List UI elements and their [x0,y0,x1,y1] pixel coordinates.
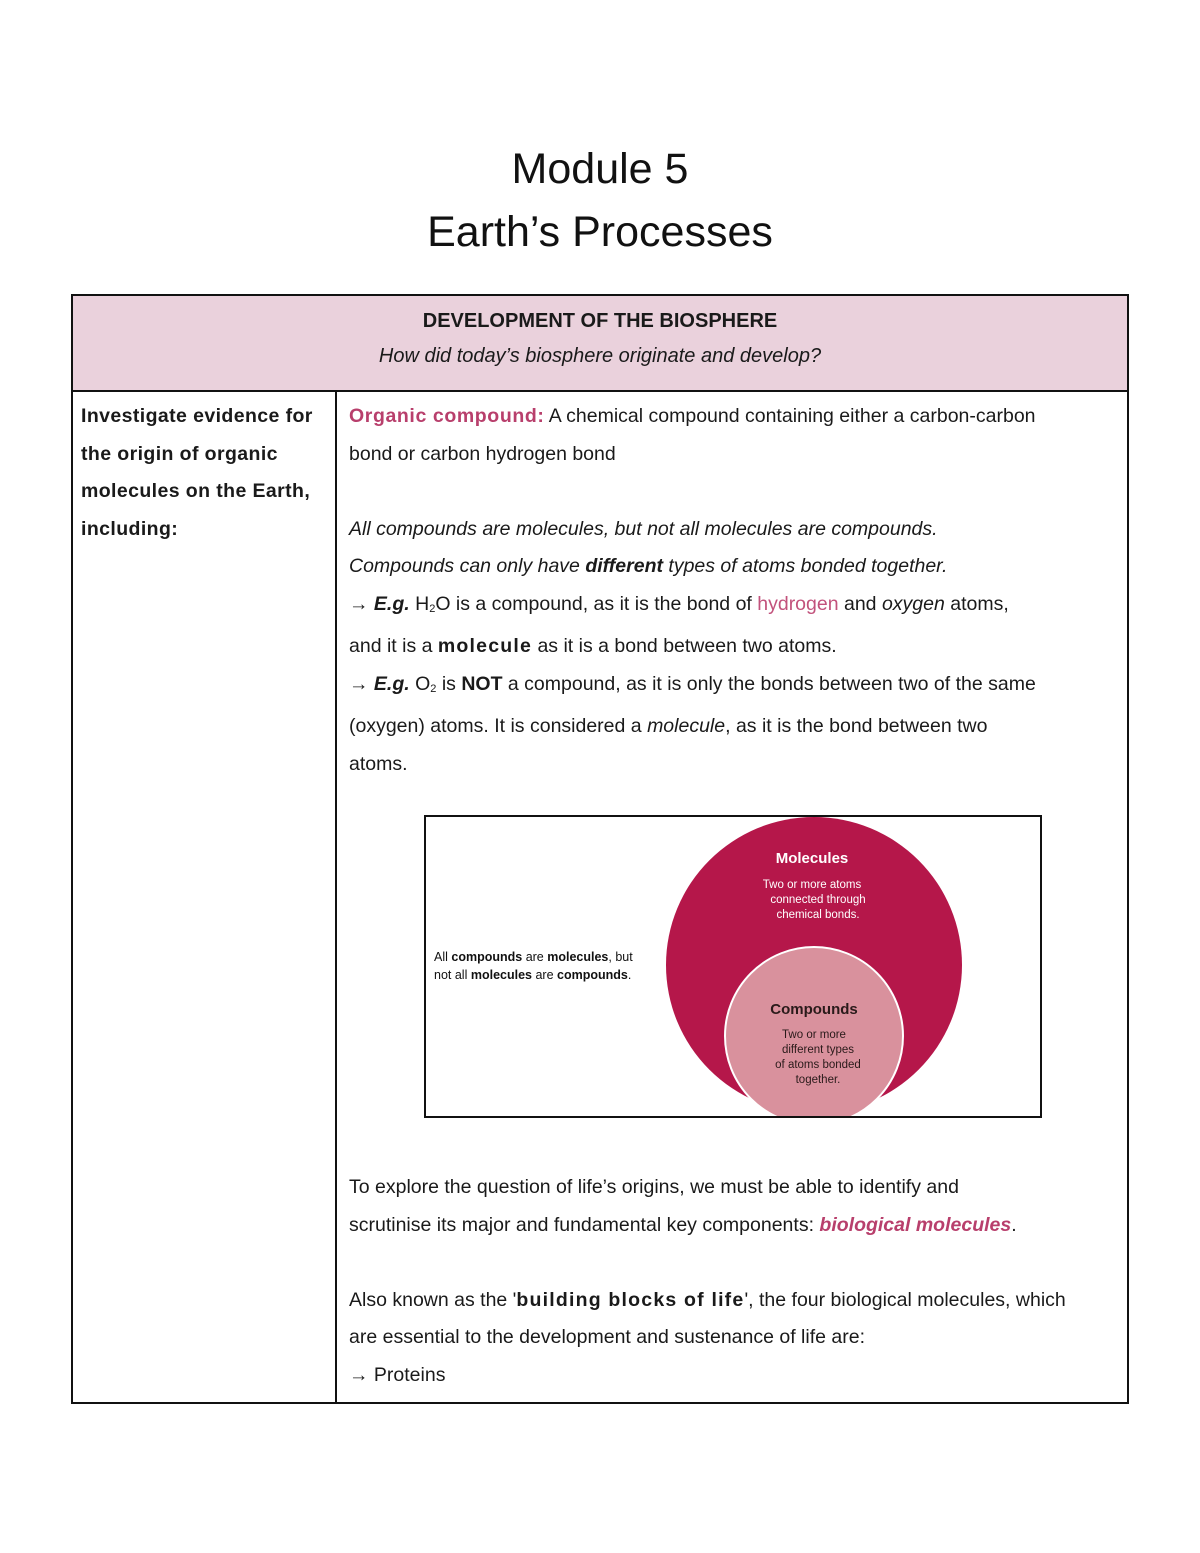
oxygen-word: oxygen [881,592,945,615]
not-word: NOT [461,672,503,695]
text-span: H [409,592,430,615]
section-question: How did today’s biosphere originate and develop? [378,345,822,367]
molecules-desc: connected through [770,894,866,906]
text-span: scrutinise its major and fundamental key components: [349,1213,820,1236]
prompt-line: Investigate evidence for [81,405,313,427]
prompt-line: the origin of organic [81,442,278,465]
text-span: types of atoms bonded together. [662,555,948,577]
text-span: (oxygen) atoms. It is considered a [349,715,648,737]
building-blocks-term: building blocks of life [516,1288,745,1311]
venn-diagram [426,817,1040,1116]
text-span: and [838,592,882,615]
text-span: , as it is the bond between two [725,715,988,737]
text-span: and it is a [349,635,438,657]
definition-text: A chemical compound containing either a carbon-carbon [544,405,1036,427]
example-line [349,666,1119,709]
emphasis-different: different [585,555,663,577]
compounds-desc: Two or more [782,1029,846,1041]
right-column-notes [349,398,1119,783]
definition-line [349,398,1119,436]
text-span: O [409,672,431,695]
text-span: is [436,672,462,695]
diagram-caption-line: not all molecules are compounds. [434,968,632,982]
prompt-line: molecules on the Earth, [81,480,311,502]
text-span: as it is a bond between two atoms. [532,635,837,657]
example-label: E.g. [373,672,410,695]
list-item: → Proteins [349,1363,446,1386]
example-label: E.g. [373,592,410,615]
example-line [349,708,1119,746]
subscript: 2 [429,602,436,615]
paragraph-line [349,1207,1119,1245]
note-line: All compounds are molecules, but not all molecules are compounds. [349,517,938,540]
subscript: 2 [430,682,437,695]
text-span: ', the four biological molecules, which [744,1288,1066,1311]
molecule-word: molecule [437,635,533,657]
column-divider [335,392,337,1402]
right-column-notes-continued [349,1169,1119,1394]
compounds-desc: of atoms bonded [775,1059,861,1071]
text-span: a compound, as it is only the bonds between two of the same [502,672,1036,695]
text-span: O is a compound, as it is the bond of [435,592,758,615]
compounds-desc: together. [795,1074,841,1086]
compounds-desc: different types [781,1044,855,1056]
molecules-compounds-diagram [424,815,1042,1118]
biological-molecules-term: biological molecules [819,1213,1012,1236]
paragraph-line: are essential to the development and sustenance of life are: [349,1326,865,1348]
example-line: atoms. [349,752,408,775]
note-line [349,548,1119,586]
text-span: Compounds can only have [349,555,586,577]
hydrogen-word: hydrogen [757,592,839,615]
text-span: . [1011,1213,1017,1236]
compounds-label: Compounds [770,1001,858,1018]
module-subtitle: Earth’s Processes [427,208,773,256]
diagram-caption-line: All compounds are molecules, but [434,950,633,964]
module-title: Module 5 [511,145,689,193]
table-header [73,296,1127,392]
paragraph-line: To explore the question of life’s origins, we must be able to identify and [349,1176,959,1198]
prompt-line: including: [81,517,179,540]
example-line [349,586,1119,629]
term-organic-compound: Organic compound: [349,405,545,427]
text-span: atoms, [944,592,1009,615]
arrow: → [349,672,374,695]
definition-line: bond or carbon hydrogen bond [349,442,616,465]
example-line [349,628,1119,666]
arrow: → [349,592,374,615]
molecules-label: Molecules [775,850,849,867]
section-heading: DEVELOPMENT OF THE BIOSPHERE [422,310,778,332]
molecule-word: molecule [647,715,726,737]
paragraph-line [349,1282,1119,1320]
molecules-desc: Two or more atoms [762,879,862,891]
text-span: Also known as the ' [349,1288,517,1311]
left-column-prompt [81,398,331,548]
molecules-desc: chemical bonds. [776,909,860,921]
